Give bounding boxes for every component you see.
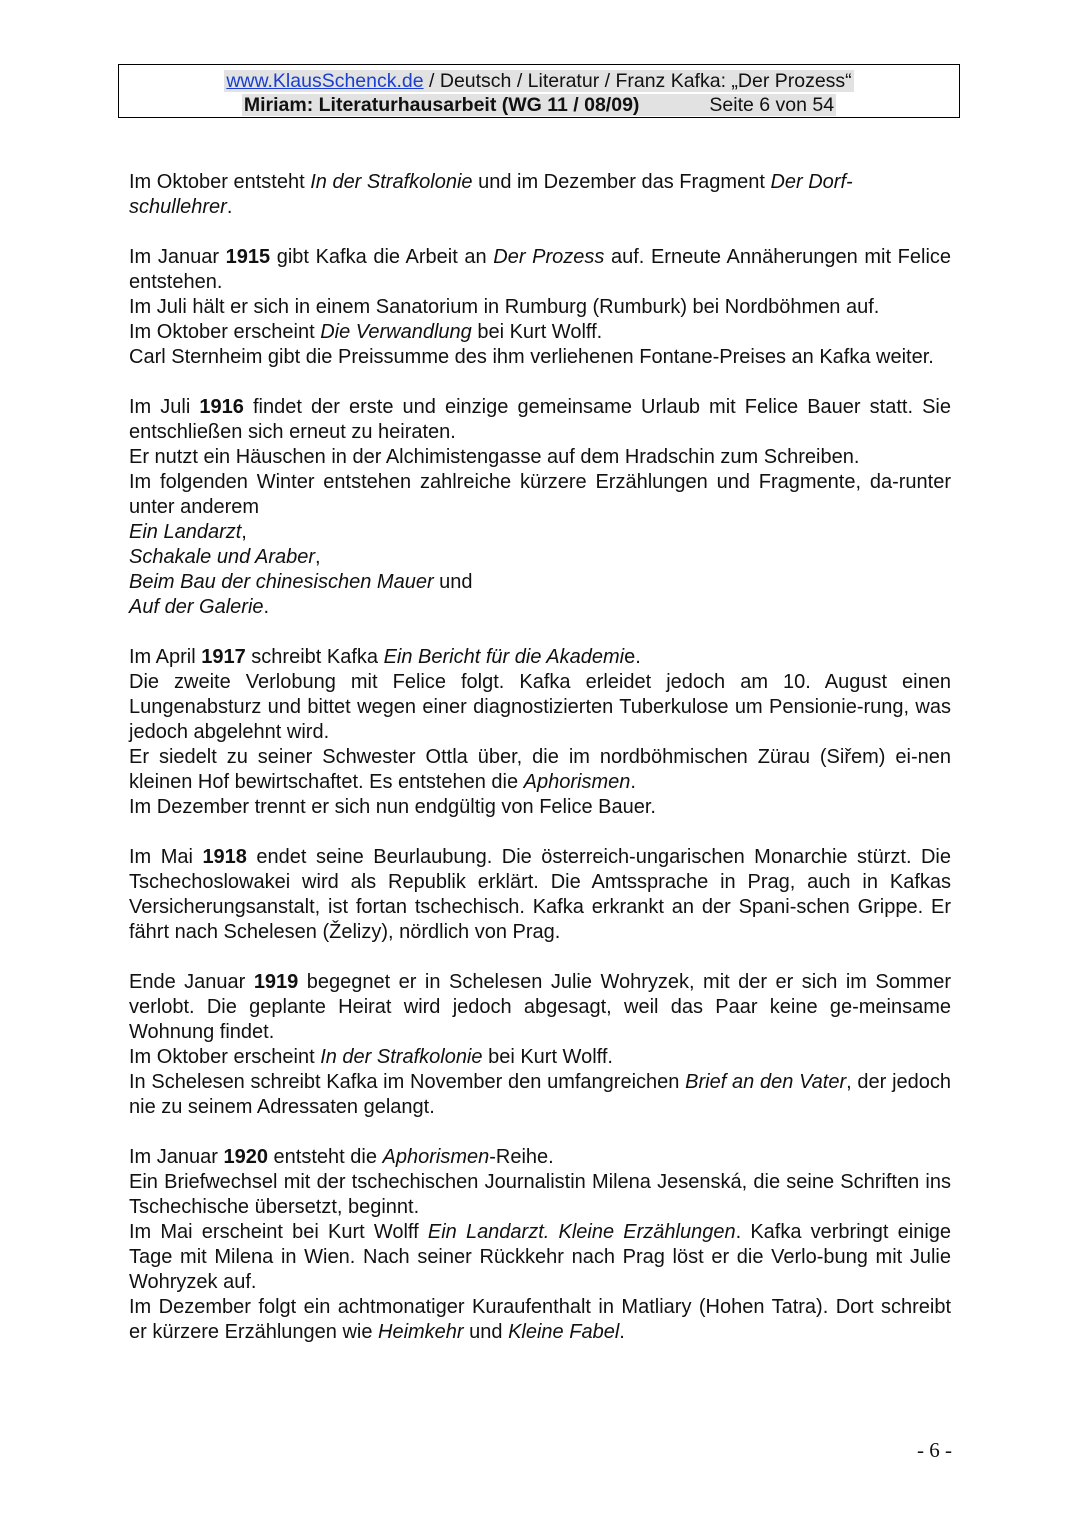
- document-body: [129, 170, 951, 1370]
- text: ,: [241, 521, 247, 543]
- paragraph-1915: [129, 245, 951, 370]
- text: begegnet er in Schelesen Julie Wohryzek, mit der er sich im Sommer verlobt. Die geplante Heirat wird jedoch abgesagt, weil das Paar keine ge-meinsame Wohnung findet.: [129, 971, 951, 1043]
- text: schreibt Kafka: [245, 646, 384, 668]
- work-title: Kleine Fabel: [508, 1321, 620, 1343]
- paragraph-1917: [129, 645, 951, 820]
- text: entsteht die: [267, 1146, 383, 1168]
- text: .: [619, 1321, 625, 1343]
- work-title: Aphorismen: [523, 771, 631, 793]
- text: e.: [624, 646, 641, 668]
- text: Im Dezember folgt ein achtmonatiger Kuraufenthalt in Matliary (Hohen Tatra). Dort schreibt er kürzere Erzählungen wie: [129, 1296, 951, 1343]
- text: bei Kurt Wolff.: [471, 321, 603, 343]
- text: Ende Januar: [129, 971, 254, 993]
- work-title: Auf der Galerie: [129, 596, 264, 618]
- paragraph-1919: [129, 970, 951, 1120]
- header-line-title: [119, 93, 959, 117]
- work-title: Aphorismen: [382, 1146, 490, 1168]
- text: Im Januar: [129, 1146, 224, 1168]
- text: findet der erste und einzige gemeinsame Urlaub mit Felice Bauer statt. Sie entschließen sich erneut zu heiraten.: [129, 396, 952, 443]
- text: Im Juli hält er sich in einem Sanatorium in Rumburg (Rumburk) bei Nordböhmen auf.: [129, 296, 880, 318]
- page-label: Seite 6 von 54: [709, 94, 835, 116]
- text: Im Mai: [129, 846, 203, 868]
- text: Im Dezember trennt er sich nun endgültig von Felice Bauer.: [129, 796, 656, 818]
- document-header: [118, 64, 960, 118]
- text: .: [263, 596, 270, 618]
- work-title: Ein Landarzt. Kleine Erzählungen: [427, 1221, 736, 1243]
- site-link[interactable]: www.KlausSchenck.de: [226, 70, 424, 92]
- text: Er nutzt ein Häuschen in der Alchimistengasse auf dem Hradschin zum Schreiben.: [129, 446, 860, 468]
- text: Die zweite Verlobung mit Felice folgt. Kafka erleidet jedoch am 10. August einen Lungenabsturz und bittet wegen einer diagnostizierten Tuberkulose um Pensionie-rung, was jedoch abgelehnt wird.: [129, 671, 951, 743]
- work-title: Schakale und Araber: [129, 546, 316, 568]
- text: auf. Erneute Annäherungen mit Felice entstehen.: [129, 246, 952, 293]
- work-title: Brief an den Vater: [685, 1071, 847, 1093]
- year-label: 1916: [199, 396, 244, 418]
- text: Im Juli: [129, 396, 200, 418]
- document-title: Miriam: Literaturhausarbeit (WG 11 / 08/09): [243, 94, 640, 116]
- text: Im April: [129, 646, 202, 668]
- text: , der jedoch nie zu seinem Adressaten gelangt.: [129, 1071, 952, 1118]
- text: Im folgenden Winter entstehen zahlreiche kürzere Erzählungen und Fragmente, da-runter unter anderem: [129, 471, 951, 518]
- year-label: 1915: [225, 246, 271, 268]
- text: .: [226, 196, 233, 218]
- paragraph-1920: [129, 1145, 951, 1345]
- work-title: In der Strafkolonie: [320, 1046, 483, 1068]
- work-title: Beim Bau der chinesischen Mauer: [129, 571, 434, 593]
- work-title: Der Prozess: [493, 246, 605, 268]
- text: Ein Briefwechsel mit der tschechischen Journalistin Milena Jesenská, die seine Schriften ins Tschechische übersetzt, beginnt.: [129, 1171, 951, 1218]
- year-label: 1917: [201, 646, 246, 668]
- work-title: schullehrer: [129, 196, 227, 218]
- text: Im Januar: [129, 246, 226, 268]
- work-title: Ein Bericht für die Akademi: [383, 646, 625, 668]
- paragraph-1918: [129, 845, 951, 945]
- header-breadcrumb: / Deutsch / Literatur / Franz Kafka: „Der Prozess“: [423, 70, 852, 92]
- text: endet seine Beurlaubung. Die österreich-ungarischen Monarchie stürzt. Die Tschechoslowakei wird als Republik erklärt. Die Amtssprache in Prag, auch in Kafkas Versicherungsanstalt, ist fortan tschechisch. Kafka erkrankt an der Spani-schen Grippe. Er fährt nach Schelesen (Želizy), nördlich von Prag.: [129, 846, 952, 943]
- work-title: In der Strafkolonie: [310, 171, 473, 193]
- work-title: Der Dorf-: [770, 171, 853, 193]
- year-label: 1918: [202, 846, 247, 868]
- paragraph-1916: [129, 395, 951, 620]
- work-title: Ein Landarzt: [129, 521, 242, 543]
- year-label: 1919: [253, 971, 299, 993]
- text: Im Oktober erscheint: [129, 1046, 321, 1068]
- text: .: [630, 771, 636, 793]
- text: Im Oktober entsteht: [129, 171, 311, 193]
- text: und im Dezember das Fragment: [472, 171, 771, 193]
- work-title: Heimkehr: [378, 1321, 464, 1343]
- text: und: [463, 1321, 509, 1343]
- year-label: 1920: [223, 1146, 268, 1168]
- text: Er siedelt zu seiner Schwester Ottla über, die im nordböhmischen Zürau (Siřem) ei-nen kleinen Hof bewirtschaftet. Es entstehen die: [129, 746, 951, 793]
- header-line-site: [119, 69, 959, 93]
- page-number: - 6 -: [917, 1438, 952, 1462]
- text: Im Mai erscheint bei Kurt Wolff: [129, 1221, 428, 1243]
- text: . Kafka verbringt einige Tage mit Milena in Wien. Nach seiner Rückkehr nach Prag löst er die Verlo-bung mit Julie Wohryzek auf.: [129, 1221, 952, 1293]
- text: gibt Kafka die Arbeit an: [270, 246, 494, 268]
- text: -Reihe.: [489, 1146, 554, 1168]
- text: und: [433, 571, 473, 593]
- text: In Schelesen schreibt Kafka im November den umfangreichen: [129, 1071, 686, 1093]
- text: ,: [315, 546, 321, 568]
- paragraph-1914-october: [129, 170, 951, 220]
- text: Carl Sternheim gibt die Preissumme des ihm verliehenen Fontane-Preises an Kafka weiter.: [129, 346, 934, 368]
- text: bei Kurt Wolff.: [482, 1046, 613, 1068]
- work-title: Die Verwandlung: [320, 321, 472, 343]
- text: Im Oktober erscheint: [129, 321, 321, 343]
